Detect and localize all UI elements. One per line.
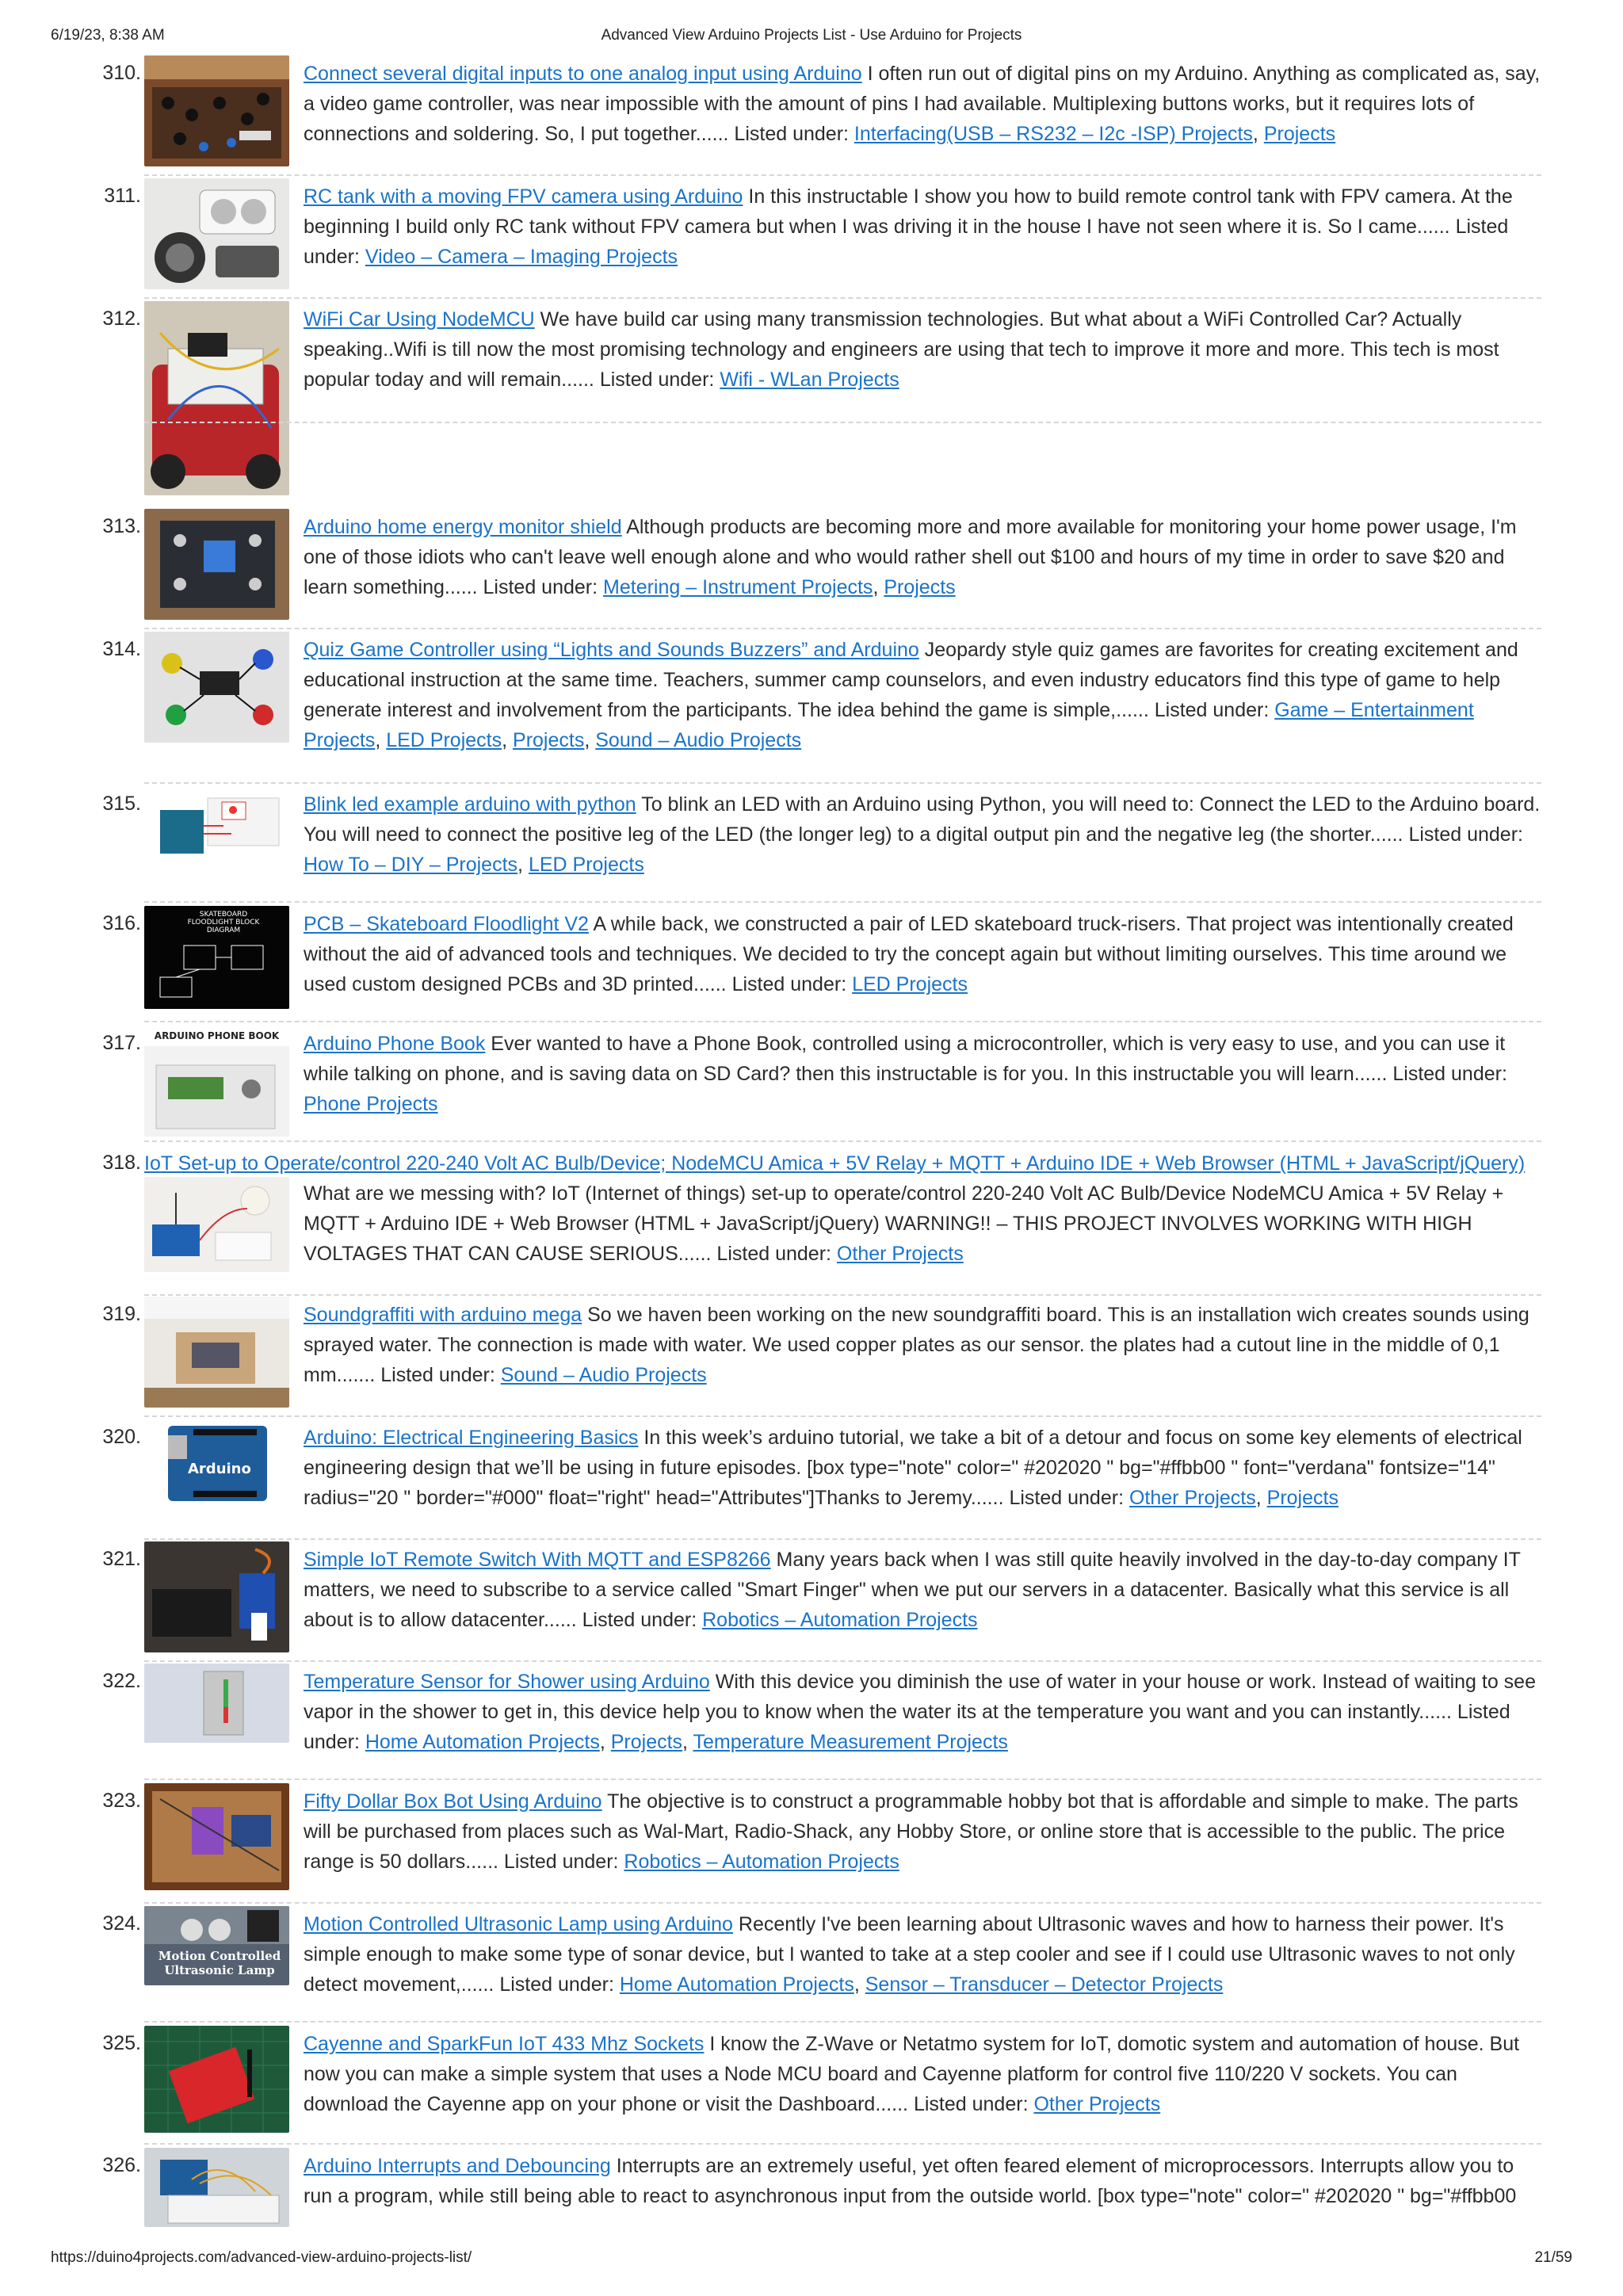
category-link[interactable]: Projects [1263,123,1336,145]
entry-divider [144,1415,1541,1417]
listed-under-label: Listed under: [483,576,598,598]
listed-under-label: Listed under: [380,1364,495,1386]
category-link[interactable]: Game – Entertainment Projects [304,699,1474,751]
entry-thumbnail[interactable] [144,906,289,1009]
project-link[interactable]: Simple IoT Remote Switch With MQTT and ESP8266 [304,1549,771,1571]
thumbnail-caption: SKATEBOARD FLOODLIGHT BLOCK DIAGRAM [187,911,260,934]
category-link[interactable]: LED Projects [528,854,644,876]
entry-thumbnail[interactable] [144,178,289,289]
project-link[interactable]: Motion Controlled Ultrasonic Lamp using Arduino [304,1913,733,1935]
entry-divider [144,628,1541,629]
entry-thumbnail[interactable] [144,509,289,620]
entry-number: 318. [102,1152,141,1174]
project-description: Ever wanted to have a Phone Book, controlled using a microcontroller, which is very easy to use, and you can use it while talking on phone, and is saving data on SD Card? then this instructable is for you. In this instructable you will learn...... [304,1033,1506,1085]
category-link[interactable]: Temperature Measurement Projects [693,1731,1008,1753]
project-link[interactable]: Arduino Phone Book [304,1033,486,1055]
listed-under-label: Listed under: [499,1973,614,1996]
category-link[interactable]: Home Automation Projects [365,1731,600,1753]
listed-under-label: Listed under: [1009,1487,1125,1509]
entry-thumbnail[interactable] [144,1419,289,1507]
category-link[interactable]: How To – DIY – Projects [304,854,518,876]
entry-text [304,1029,1541,1119]
entry-text: Blink led example arduino with python To blink an LED with an Arduino using Python, you will need to: Connect the LED to the Arduino board. You will need to connect the positive leg of the LED (the longer leg) to a digital output pin and the negative leg (the shorter...... Listed under: How To – DIY – Projects, LED Projects [304,793,1541,876]
listed-under-label: Listed under: [1408,823,1523,846]
listed-under-label: Listed under: [913,2093,1029,2115]
entry-number: 317. [102,1032,141,1054]
entry-title-row [144,1152,1525,1175]
category-link[interactable]: Sound – Audio Projects [595,729,802,751]
entry-thumbnail[interactable] [144,632,289,743]
entry-text: Temperature Sensor for Shower using Arduino With this device you diminish the use of water in your house or work. Instead of waiting to see vapor in the shower to get in, this device help you to know when the water its at the temperature you want and you can instantly...... Listed under: Home Automation Projects, Projects, Temperature Measurement Projects [304,1671,1536,1753]
entry-text [304,1545,1541,1635]
entry-number: 324. [102,1912,141,1935]
entry-divider [144,297,1541,299]
listed-under-label: Listed under: [304,216,1509,268]
entry-divider [144,782,1541,784]
category-link[interactable]: Interfacing(USB – RS232 – I2c -ISP) Projects [854,123,1253,145]
listed-under-label: Listed under: [1154,699,1270,721]
thumbnail-caption: Arduino [188,1461,251,1477]
entry-divider [144,1660,1541,1662]
entry-thumbnail[interactable] [144,786,289,865]
project-link[interactable]: Fifty Dollar Box Bot Using Arduino [304,1790,602,1813]
entry-divider [144,901,1541,903]
circuit-board-image [144,55,289,166]
entry-thumbnail[interactable] [144,2026,289,2133]
category-link[interactable]: Sensor – Transducer – Detector Projects [865,1973,1224,1996]
category-link[interactable]: Video – Camera – Imaging Projects [365,246,678,268]
project-description: In this week’s arduino tutorial, we take a bit of a detour and focus on some key elements of electrical engineering design that we’ll be using in future episodes. [box type="note" color=" #202020 " bg="#ffbb00 " font="verdana" fontsize="14" radius="20 " border="#000" float="right" head="Attributes"]Thanks to Jeremy...... [304,1427,1522,1509]
entry-thumbnail[interactable] [144,1026,289,1137]
project-link[interactable]: Connect several digital inputs to one analog input using Arduino [304,63,862,85]
entry-number: 320. [102,1426,141,1448]
category-link[interactable]: Sound – Audio Projects [500,1364,707,1386]
wifi-car-image [144,301,289,495]
project-description: Recently I've been learning about Ultrasonic waves and how to harness their power. It's simple enough to make some type of sonar device, but I wanted to take at a step cooler and see if I could use Ultrasonic waves to not only detect movement,...... [304,1913,1515,1996]
entry-text: Connect several digital inputs to one analog input using Arduino I often run out of digital pins on my Arduino. Anything as complicated as, say, a video game controller, was near impossible with the amount of pins I had available. Multiplexing buttons works, but it requires lots of connections and soldering. So, I put together...... Listed under: Interfacing(USB – RS232 – I2c -ISP) Projects, Projects [304,63,1541,145]
project-description: We have build car using many transmission technologies. But what about a WiFi Controlled Car? Actually speaking..Wifi is till now the most promising technology and engineers are using that tech to improve it more and more. This tech is most popular today and will remain...... [304,308,1499,391]
entry-divider [144,1021,1541,1022]
soundgraffiti-board-image [144,1297,289,1408]
category-link[interactable]: Phone Projects [304,1093,438,1115]
servo-esp8266-image [144,1541,289,1652]
listed-under-label: Listed under: [734,123,849,145]
category-link[interactable]: Metering – Instrument Projects [603,576,873,598]
category-link[interactable]: Projects [513,729,585,751]
category-link[interactable]: Wifi - WLan Projects [720,369,899,391]
project-link[interactable]: RC tank with a moving FPV camera using Arduino [304,185,743,208]
entry-text [304,1179,1541,1269]
entry-number: 316. [102,912,141,934]
category-link[interactable]: Robotics – Automation Projects [702,1609,978,1631]
entry-number: 315. [102,793,141,815]
project-description: Jeopardy style quiz games are favorites for creating excitement and educational instruction at the same time. Teachers, summer camp counselors, and even industry educators find this type of game to help generate interest and involvement from the participants. The idea behind the game is simple,...... [304,639,1518,721]
page-url: https://duino4projects.com/advanced-view-arduino-projects-list/ [51,2249,472,2266]
entry-text [304,304,1541,395]
project-description: Although products are becoming more and more available for monitoring your home power usage, I'm one of those idiots who can't leave well enough alone and who would rather shell out $100 and hours of my time in order to save $20 and learn something...... [304,516,1517,598]
box-bot-image [144,1783,289,1890]
category-link[interactable]: LED Projects [386,729,502,751]
entry-text: Motion Controlled Ultrasonic Lamp using Arduino Recently I've been learning about Ultrasonic waves and how to harness their power. It's simple enough to make some type of sonar device, but I wanted to take at a step cooler and see if I could use Ultrasonic waves to not only detect movement,...... Listed under: Home Automation Projects, Sensor – Transducer – Detector Projects [304,1913,1515,1996]
entry-thumbnail[interactable] [144,1783,289,1890]
project-link[interactable]: IoT Set-up to Operate/control 220-240 Volt AC Bulb/Device; NodeMCU Amica + 5V Relay + MQTT + Arduino IDE + Web Browser (HTML + JavaScript/jQuery) [144,1152,1526,1175]
listed-under-label: Listed under: [1392,1063,1507,1085]
rc-tank-image [144,178,289,289]
project-link[interactable]: Quiz Game Controller using “Lights and Sounds Buzzers” and Arduino [304,639,919,661]
listed-under-label: Listed under: [582,1609,697,1631]
project-description: The objective is to construct a programmable hobby bot that is affordable and simple to make. The parts will be purchased from places such as Wal-Mart, Radio-Shack, any Hobby Store, or online store that is accessible to the public. The price range is 50 dollars...... [304,1790,1518,1873]
entry-number: 319. [102,1303,141,1325]
listed-under-label: Listed under: [503,1851,619,1873]
entry-number: 326. [102,2154,141,2176]
entry-divider [144,1294,1541,1296]
entry-number: 323. [102,1790,141,1812]
category-link[interactable]: Projects [1266,1487,1338,1509]
project-description: Interrupts are an extremely useful, yet often feared element of microprocessors. Interrupts allow you to run a program, while still being able to react to asynchronous input from the outside world. [box type="note" color=" #202020 " bg="#ffbb00 [304,2155,1517,2207]
page-number: 21/59 [1534,2249,1572,2266]
entry-number: 313. [102,515,141,537]
entry-thumbnail[interactable] [144,1906,289,1985]
listed-under-label: Listed under: [599,369,715,391]
entry-text [304,2151,1541,2211]
entry-text: Arduino: Electrical Engineering Basics In this week’s arduino tutorial, we take a bit of a detour and focus on some key elements of electrical engineering design that we’ll be using in future episodes. [box type="note" color=" #202020 " bg="#ffbb00 " font="verdana" fontsize="14" radius="20 " border="#000" float="right" head="Attributes"]Thanks to Jeremy...... Listed under: Other Projects, Projects [304,1427,1522,1509]
entry-text: Arduino home energy monitor shield Although products are becoming more and more available for monitoring your home power usage, I'm one of those idiots who can't leave well enough alone and who would rather shell out $100 and hours of my time in order to save $20 and learn something...... Listed under: Metering – Instrument Projects, Projects [304,516,1517,598]
led-breadboard-image [144,786,289,865]
entry-text [304,181,1541,272]
project-description: Many years back when I was still quite heavily involved in the day-to-day company IT matters, we need to subscribe to a service called "Smart Finger" when we put our servers in a datacenter. Basically what this service is all about is to allow datacenter...... [304,1549,1521,1631]
category-link[interactable]: Other Projects [1128,1487,1256,1509]
project-description: I often run out of digital pins on my Arduino. Anything as complicated as, say, a video game controller, was near impossible with the amount of pins I had available. Multiplexing buttons works, but it requires lots of connections and soldering. So, I put together...... [304,63,1541,145]
project-link[interactable]: WiFi Car Using NodeMCU [304,308,535,330]
listed-under-label: Listed under: [731,973,847,995]
entry-thumbnail[interactable] [144,1177,289,1272]
project-link[interactable]: Temperature Sensor for Shower using Arduino [304,1671,710,1693]
quiz-buzzers-image [144,632,289,743]
category-link[interactable]: LED Projects [852,973,968,995]
category-link[interactable]: Projects [610,1731,683,1753]
project-description: I know the Z-Wave or Netatmo system for IoT, domotic system and automation of house. But now you can make a simple system that uses a Node MCU board and Cayenne platform for control five 110/220 V sockets. You can download the Cayenne app on your phone or visit the Dashboard...... [304,2033,1520,2115]
project-link[interactable]: Cayenne and SparkFun IoT 433 Mhz Sockets [304,2033,705,2055]
entry-thumbnail[interactable] [144,1297,289,1408]
thumbnail-caption: ARDUINO PHONE BOOK [154,1030,280,1041]
project-link[interactable]: Arduino home energy monitor shield [304,516,622,538]
project-link[interactable]: Arduino Interrupts and Debouncing [304,2155,611,2177]
thumbnail-caption: Motion Controlled Ultrasonic Lamp [158,1949,281,1977]
project-description: So we haven been working on the new soundgraffiti board. This is an installation wich creates sounds using sprayed water. The connection is made with water. We used copper plates as our sensor. the plates had a cutout line in the middle of 0,1 mm....... [304,1304,1529,1386]
entry-number: 311. [104,185,141,207]
category-link[interactable]: Other Projects [1033,2093,1161,2115]
project-description: What are we messing with? IoT (Internet of things) set-up to operate/control 220-240 Volt AC Bulb/Device NodeMCU Amica + 5V Relay + MQTT + Arduino IDE + Web Browser (HTML + JavaScript/jQuery) WARNING!! – THIS PROJECT INVOLVES WORKING WITH HIGH VOLTAGES THAT CAN CAUSE SERIOUS...... [304,1182,1504,1265]
entry-number: 322. [102,1670,141,1692]
entry-text [304,909,1541,999]
entry-text [304,1786,1541,1877]
entry-thumbnail[interactable] [144,2148,289,2227]
iot-relay-bulb-image [144,1177,289,1272]
category-link[interactable]: Robotics – Automation Projects [624,1851,899,1873]
project-link[interactable]: Arduino: Electrical Engineering Basics [304,1427,639,1449]
project-description: A while back, we constructed a pair of LED skateboard truck-risers. That project was intentionally created without the aid of advanced tools and techniques. We decided to try the concept again but without limiting ourselves. This time around we used custom designed PCBs and 3D printed...... [304,913,1514,995]
interrupts-breadboard-image [144,2148,289,2227]
entry-number: 321. [102,1548,141,1570]
listed-under-label: Listed under: [716,1243,831,1265]
entry-divider [144,422,1541,423]
entry-number: 310. [102,62,141,84]
entry-divider [144,174,1541,176]
category-link[interactable]: Other Projects [836,1243,964,1265]
listed-under-label: Listed under: [304,1701,1510,1753]
print-footer [51,2249,1572,2271]
entry-text: Quiz Game Controller using “Lights and Sounds Buzzers” and Arduino Jeopardy style quiz games are favorites for creating excitement and educational instruction at the same time. Teachers, summer camp counselors, and even industry educators find this type of game to help generate interest and involvement from the participants. The idea behind the game is simple,...... Listed under: Game – Entertainment Projects, LED Projects, Projects, Sound – Audio Projects [304,639,1518,751]
entry-divider [144,2143,1541,2145]
entry-divider [144,1778,1541,1780]
entry-text [304,1300,1541,1390]
entry-thumbnail[interactable] [144,55,289,166]
entry-thumbnail[interactable] [144,1664,289,1743]
entry-number: 325. [102,2032,141,2054]
project-description: With this device you diminish the use of water in your house or work. Instead of waiting to see vapor in the shower to get in, this device help you to know when the water its at the temperature you want and you can instantly...... [304,1671,1536,1723]
print-page-title: Advanced View Arduino Projects List - Use Arduino for Projects [601,27,1022,44]
project-link[interactable]: Soundgraffiti with arduino mega [304,1304,582,1326]
sparkfun-board-image [144,2026,289,2133]
category-link[interactable]: Projects [884,576,956,598]
entry-thumbnail[interactable] [144,301,289,495]
category-link[interactable]: Home Automation Projects [619,1973,854,1996]
entry-text [304,2029,1541,2119]
energy-monitor-shield-image [144,509,289,620]
entry-number: 314. [102,638,141,660]
print-datetime: 6/19/23, 8:38 AM [51,27,165,44]
entry-divider [144,2021,1541,2023]
project-link[interactable]: PCB – Skateboard Floodlight V2 [304,913,589,935]
entry-divider [144,1902,1541,1904]
entry-thumbnail[interactable] [144,1541,289,1652]
phone-book-device-image [144,1026,289,1137]
project-link[interactable]: Blink led example arduino with python [304,793,636,816]
entry-divider [144,1538,1541,1540]
project-description: To blink an LED with an Arduino using Python, you will need to: Connect the LED to the Arduino board. You will need to connect the positive leg of the LED (the longer leg) to a digital output pin and the negative leg (the shorter...... [304,793,1541,846]
entry-number: 312. [102,308,141,330]
entry-divider [144,1140,1541,1142]
shower-sensor-box-image [144,1664,289,1743]
project-description: In this instructable I show you how to build remote control tank with FPV camera. At the beginning I build only RC tank without FPV camera but when I was driving it in the house I have not seen where it is. So I came...... [304,185,1513,238]
